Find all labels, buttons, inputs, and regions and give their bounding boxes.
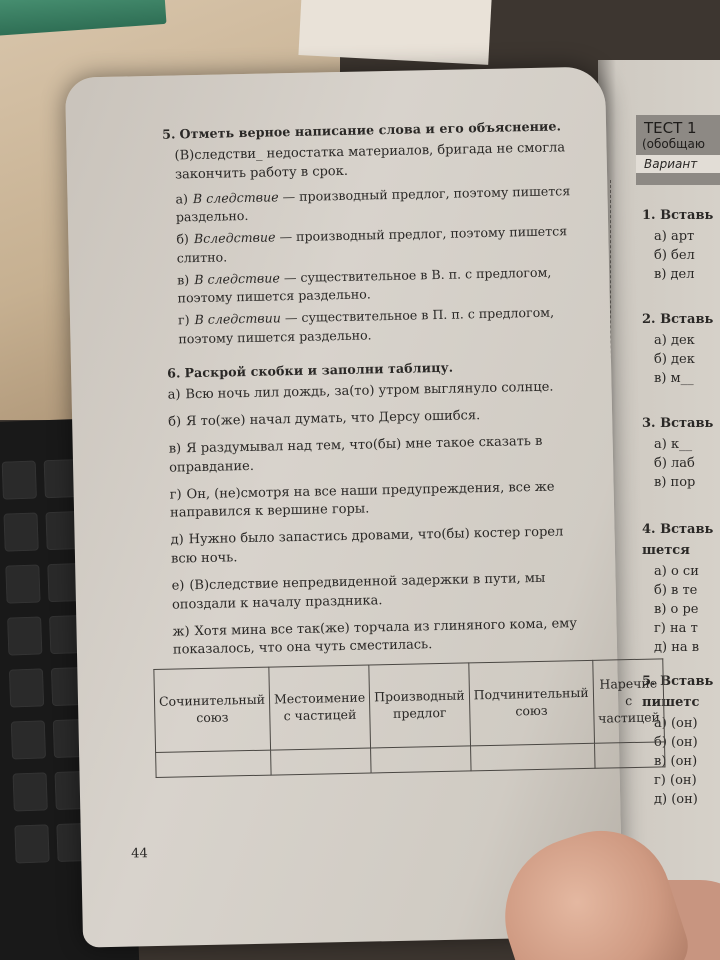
right-task-heading: 5. Вставь	[642, 674, 714, 689]
sentence-text: Нужно было запастись дровами, что(бы) костер горел всю ночь.	[170, 524, 564, 567]
right-task-option: б) лаб	[654, 456, 695, 471]
right-task-option: а) (он)	[654, 716, 698, 731]
option-term: В следствие	[192, 189, 279, 207]
task-5-option	[178, 303, 587, 348]
page-number: 44	[131, 846, 148, 862]
keyboard-key	[2, 461, 37, 500]
right-task-option: в) м__	[654, 371, 694, 386]
right-task-option: а) о си	[654, 564, 699, 579]
option-text: — существительное в В. п. с предлогом, поэтому пишется раздельно.	[177, 264, 552, 306]
sentence-text: (В)следствие непредвиденной задержки в пути, мы опоздали к началу праздника.	[171, 570, 546, 613]
sentence-letter: а)	[167, 387, 181, 403]
right-task-option: б) бел	[654, 248, 695, 263]
option-text: — существительное в П. п. с предлогом, поэтому пишется раздельно.	[178, 304, 555, 347]
right-task-1	[642, 208, 713, 286]
sentence-text: Я раздумывал над тем, что(бы) мне такое сказать в оправдание.	[168, 433, 543, 476]
answer-cell[interactable]	[371, 746, 471, 773]
test-header	[636, 115, 720, 185]
answer-cell[interactable]	[594, 742, 665, 768]
option-letter: а)	[175, 191, 189, 207]
right-task-option: б) (он)	[654, 735, 698, 750]
task-6-sentence	[168, 405, 588, 433]
answer-cell[interactable]	[271, 748, 372, 775]
task-5-title-text: Отметь верное написание слова и его объяснение.	[179, 118, 562, 142]
answer-cell[interactable]	[470, 744, 595, 772]
page-content	[158, 117, 661, 778]
test-title: ТЕСТ 1	[644, 119, 697, 137]
keyboard-key	[13, 772, 48, 811]
option-letter: г)	[177, 312, 190, 328]
task-6-number: 6.	[167, 365, 181, 381]
left-page	[65, 66, 661, 947]
task-5-option	[176, 222, 585, 267]
task-6-sentence	[167, 378, 587, 406]
sentence-text: Всю ночь лил дождь, за(то) утром выглянуло солнце.	[185, 379, 554, 403]
right-task-option: г) на т	[654, 621, 698, 636]
answer-cell[interactable]	[156, 750, 272, 777]
right-task-option: в) (он)	[654, 754, 698, 769]
answer-table	[153, 659, 666, 779]
right-task-option: в) о ре	[654, 602, 699, 617]
keyboard-key	[9, 668, 44, 707]
right-task-option: в) дел	[654, 267, 695, 282]
right-task-option: г) (он)	[654, 773, 697, 788]
answer-table-header-row	[154, 659, 665, 753]
sentence-letter: ж)	[172, 623, 190, 640]
option-text: — производный предлог, поэтому пишется слитно.	[176, 223, 568, 266]
sentence-text: Он, (не)смотря на все наши предупреждения, все же направился к вершине горы.	[169, 479, 555, 522]
option-text: — производный предлог, поэтому пишется раздельно.	[175, 183, 571, 225]
right-task-option: б) в те	[654, 583, 698, 598]
task-6-title-text: Раскрой скобки и заполни таблицу.	[184, 359, 454, 381]
right-task-heading: 1. Вставь	[642, 208, 714, 223]
sentence-text: Хотя мина все так(же) торчала из глиняного кома, ему показалось, что она чуть сместилась.	[172, 615, 578, 659]
right-task-heading: 2. Вставь	[642, 312, 714, 327]
task-6-sentence	[170, 477, 591, 523]
task-6-sentences	[167, 378, 593, 661]
right-task-option: а) дек	[654, 333, 695, 348]
right-task-heading-cont: шется	[642, 543, 690, 558]
right-task-heading: 4. Вставь	[642, 522, 714, 537]
answer-table-header: Производный предлог	[369, 663, 470, 748]
task-6-sentence	[172, 614, 593, 660]
right-task-option: д) (он)	[654, 792, 698, 807]
task-5-number: 5.	[161, 126, 176, 142]
test-subtitle: (обобщаю	[642, 137, 705, 151]
option-term: В следствии	[194, 310, 282, 328]
task-5-sentence: (В)следстви_ недостатка материалов, бригада не смогла закончить работу в срок.	[174, 140, 566, 183]
task-6-sentence	[170, 523, 591, 569]
answer-table-header: Подчинительный союз	[468, 661, 594, 747]
keyboard-key	[5, 564, 40, 603]
task-5-options	[163, 182, 586, 349]
option-letter: б)	[176, 231, 190, 247]
answer-table-header: Наречие с частицей	[592, 659, 664, 743]
sentence-letter: б)	[168, 414, 182, 430]
right-task-option: а) арт	[654, 229, 695, 244]
sentence-letter: д)	[170, 532, 184, 548]
task-6-sentence	[171, 569, 592, 615]
task-5-option	[177, 263, 586, 308]
keyboard-key	[3, 512, 38, 551]
sentence-letter: е)	[171, 578, 185, 594]
test-variant: Вариант	[636, 155, 720, 173]
paper-scrap	[298, 0, 491, 65]
right-task-4	[642, 522, 713, 659]
sentence-text: Я то(же) начал думать, что Дерсу ошибся.	[185, 408, 481, 430]
right-task-option: д) на в	[654, 640, 700, 655]
right-task-option: б) дек	[654, 352, 695, 367]
task-6-sentence	[169, 432, 590, 478]
keyboard-key	[7, 616, 42, 655]
sentence-letter: г)	[169, 486, 182, 503]
right-task-heading: 3. Вставь	[642, 416, 714, 431]
task-5-option	[175, 182, 584, 227]
right-task-3	[642, 416, 713, 494]
keyboard-key	[14, 824, 49, 863]
right-task-heading-cont: пишетс	[642, 695, 700, 710]
answer-table-header: Местоимение с частицей	[269, 665, 371, 750]
right-task-option: а) к__	[654, 437, 693, 452]
option-term: В следствие	[194, 270, 281, 288]
option-letter: в)	[177, 272, 190, 288]
right-task-option: в) пор	[654, 475, 696, 490]
keyboard-key	[11, 720, 46, 759]
answer-table-header: Сочинительный союз	[154, 667, 271, 752]
answer-table-wrap	[158, 660, 661, 778]
right-task-2	[642, 312, 713, 390]
option-term: Вследствие	[193, 229, 276, 247]
sentence-letter: в)	[168, 441, 182, 457]
